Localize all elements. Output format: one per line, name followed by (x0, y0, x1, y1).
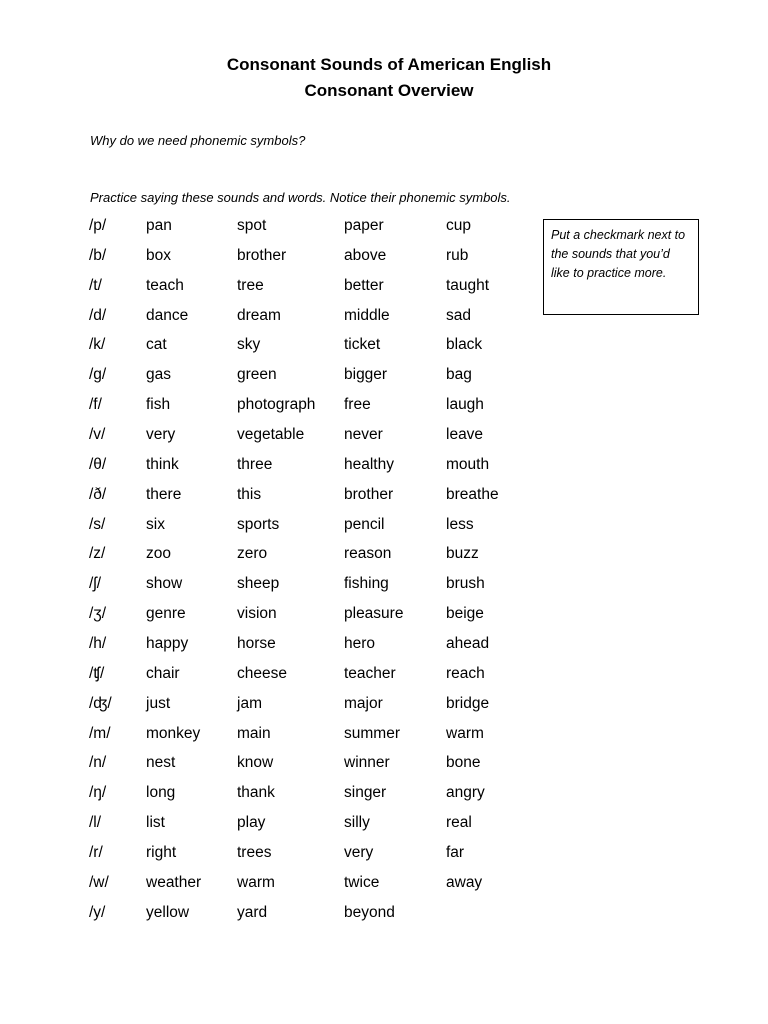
sound-row (89, 333, 529, 363)
example-word-3: never (344, 426, 383, 444)
sound-row (89, 274, 529, 304)
example-word-2: sky (237, 336, 261, 354)
example-word-3: above (344, 246, 387, 264)
example-word-1: six (146, 515, 165, 533)
example-word-4: bag (446, 366, 472, 384)
instructions-text: Practice saying these sounds and words. Notice their phonemic symbols. (90, 190, 511, 205)
example-word-1: zoo (146, 545, 171, 563)
sound-row (89, 662, 529, 692)
example-word-4: real (446, 814, 472, 832)
phonemic-symbol: /m/ (89, 724, 111, 742)
sound-row (89, 871, 529, 901)
example-word-3: bigger (344, 366, 388, 384)
phonemic-symbol: /l/ (89, 814, 102, 832)
phonemic-symbol: /θ/ (89, 455, 107, 473)
example-word-2: yard (237, 903, 268, 921)
sound-row (89, 483, 529, 513)
example-word-4: mouth (446, 455, 490, 473)
example-word-2: brother (237, 246, 287, 264)
phonemic-symbol: /ŋ/ (89, 784, 107, 802)
example-word-3: silly (344, 814, 370, 832)
example-word-4: leave (446, 426, 484, 444)
example-word-3: ticket (344, 336, 381, 354)
sound-row (89, 363, 529, 393)
example-word-3: summer (344, 724, 400, 742)
question-text: Why do we need phonemic symbols? (90, 133, 306, 148)
example-word-2: know (237, 754, 274, 772)
sound-row (89, 304, 529, 334)
example-word-3: pencil (344, 515, 385, 533)
sound-row (89, 781, 529, 811)
example-word-1: pan (146, 217, 172, 234)
example-word-2: jam (237, 694, 262, 712)
example-word-4: reach (446, 664, 485, 682)
example-word-2: sports (237, 515, 280, 533)
sound-row (89, 722, 529, 752)
sound-row (89, 542, 529, 572)
sound-row (89, 632, 529, 662)
example-word-4: bone (446, 754, 481, 772)
phonemic-symbol: /d/ (89, 306, 107, 324)
example-word-4: far (446, 844, 465, 862)
example-word-1: right (146, 844, 177, 862)
example-word-4: ahead (446, 635, 490, 653)
example-word-1: box (146, 246, 171, 264)
example-word-2: tree (237, 276, 264, 294)
page-subtitle: Consonant Overview (304, 81, 474, 100)
example-word-3: twice (344, 873, 380, 891)
example-word-3: pleasure (344, 605, 404, 623)
example-word-4: breathe (446, 485, 499, 503)
phonemic-symbol: /y/ (89, 903, 106, 921)
phonemic-symbol: /p/ (89, 217, 107, 234)
example-word-1: show (146, 575, 183, 593)
example-word-4: brush (446, 575, 485, 593)
example-word-2: vegetable (237, 426, 305, 444)
example-word-2: spot (237, 217, 267, 234)
example-word-2: thank (237, 784, 275, 802)
example-word-4: sad (446, 306, 471, 324)
phonemic-symbol: /g/ (89, 366, 107, 384)
example-word-2: trees (237, 844, 272, 862)
phonemic-symbol: /k/ (89, 336, 106, 354)
example-word-1: there (146, 485, 182, 503)
sound-row (89, 572, 529, 602)
example-word-2: cheese (237, 664, 287, 682)
example-word-1: genre (146, 605, 186, 623)
sound-row (89, 393, 529, 423)
example-word-2: vision (237, 605, 277, 623)
example-word-3: fishing (344, 575, 389, 593)
sound-row (89, 811, 529, 841)
example-word-2: dream (237, 306, 281, 324)
example-word-1: monkey (146, 724, 201, 742)
example-word-2: play (237, 814, 266, 832)
example-word-2: this (237, 485, 262, 503)
example-word-3: healthy (344, 455, 394, 473)
example-word-3: teacher (344, 664, 396, 682)
example-word-4: laugh (446, 396, 484, 414)
checkmark-note-box: Put a checkmark next to the sounds that you’d like to practice more. (543, 219, 699, 315)
sound-row (89, 901, 529, 931)
example-word-2: photograph (237, 396, 316, 414)
example-word-1: gas (146, 366, 171, 384)
example-word-2: sheep (237, 575, 280, 593)
example-word-1: chair (146, 664, 180, 682)
example-word-1: weather (146, 873, 202, 891)
phonemic-symbol: /ð/ (89, 485, 107, 503)
example-word-4: beige (446, 605, 484, 623)
example-word-4: cup (446, 217, 471, 234)
sound-row (89, 513, 529, 543)
example-word-3: hero (344, 635, 376, 653)
example-word-1: yellow (146, 903, 190, 921)
phonemic-symbol: /z/ (89, 545, 106, 563)
phonemic-symbol: /t/ (89, 276, 102, 294)
sound-row (89, 602, 529, 632)
example-word-1: nest (146, 754, 176, 772)
example-word-1: think (146, 455, 179, 473)
example-word-3: very (344, 844, 374, 862)
example-word-4: away (446, 873, 483, 891)
phonemic-symbol: /ʤ/ (89, 694, 112, 712)
example-word-4: warm (446, 724, 484, 742)
phonemic-symbol: /ʧ/ (89, 664, 105, 682)
example-word-4: angry (446, 784, 485, 802)
example-word-1: teach (146, 276, 184, 294)
example-word-2: horse (237, 635, 276, 653)
phonemic-symbol: /r/ (89, 844, 103, 862)
example-word-2: main (237, 724, 271, 742)
sound-row (89, 841, 529, 871)
example-word-3: middle (344, 306, 390, 324)
example-word-4: buzz (446, 545, 479, 563)
example-word-2: warm (237, 873, 275, 891)
example-word-1: dance (146, 306, 189, 324)
example-word-3: major (344, 694, 383, 712)
example-word-1: fish (146, 396, 171, 414)
example-word-1: happy (146, 635, 189, 653)
phonemic-symbol: /f/ (89, 396, 102, 414)
example-word-1: very (146, 426, 176, 444)
example-word-2: zero (237, 545, 268, 563)
sound-row (89, 453, 529, 483)
phonemic-symbol: /n/ (89, 754, 107, 772)
example-word-3: paper (344, 217, 384, 234)
example-word-3: singer (344, 784, 387, 802)
phonemic-symbol: /ʒ/ (89, 605, 107, 623)
example-word-3: better (344, 276, 384, 294)
phonemic-symbol: /ʃ/ (89, 575, 102, 593)
sound-row (89, 751, 529, 781)
example-word-3: reason (344, 545, 392, 563)
example-word-4: less (446, 515, 474, 533)
example-word-1: just (146, 694, 171, 712)
example-word-3: free (344, 396, 371, 414)
example-word-2: green (237, 366, 277, 384)
sound-row (89, 214, 529, 244)
example-word-1: long (146, 784, 176, 802)
phonemic-symbol: /v/ (89, 426, 106, 444)
example-word-4: bridge (446, 694, 490, 712)
example-word-4: rub (446, 246, 469, 264)
phonemic-symbol: /s/ (89, 515, 106, 533)
sound-row (89, 244, 529, 274)
consonant-sound-table (89, 214, 529, 931)
sound-row (89, 692, 529, 722)
example-word-1: cat (146, 336, 167, 354)
example-word-1: list (146, 814, 165, 832)
example-word-3: brother (344, 485, 394, 503)
example-word-3: beyond (344, 903, 395, 921)
phonemic-symbol: /w/ (89, 873, 109, 891)
example-word-2: three (237, 455, 273, 473)
page-title: Consonant Sounds of American English (226, 55, 552, 74)
example-word-3: winner (344, 754, 390, 772)
phonemic-symbol: /b/ (89, 246, 107, 264)
phonemic-symbol: /h/ (89, 635, 107, 653)
example-word-4: taught (446, 276, 490, 294)
example-word-4: black (446, 336, 483, 354)
sound-row (89, 423, 529, 453)
